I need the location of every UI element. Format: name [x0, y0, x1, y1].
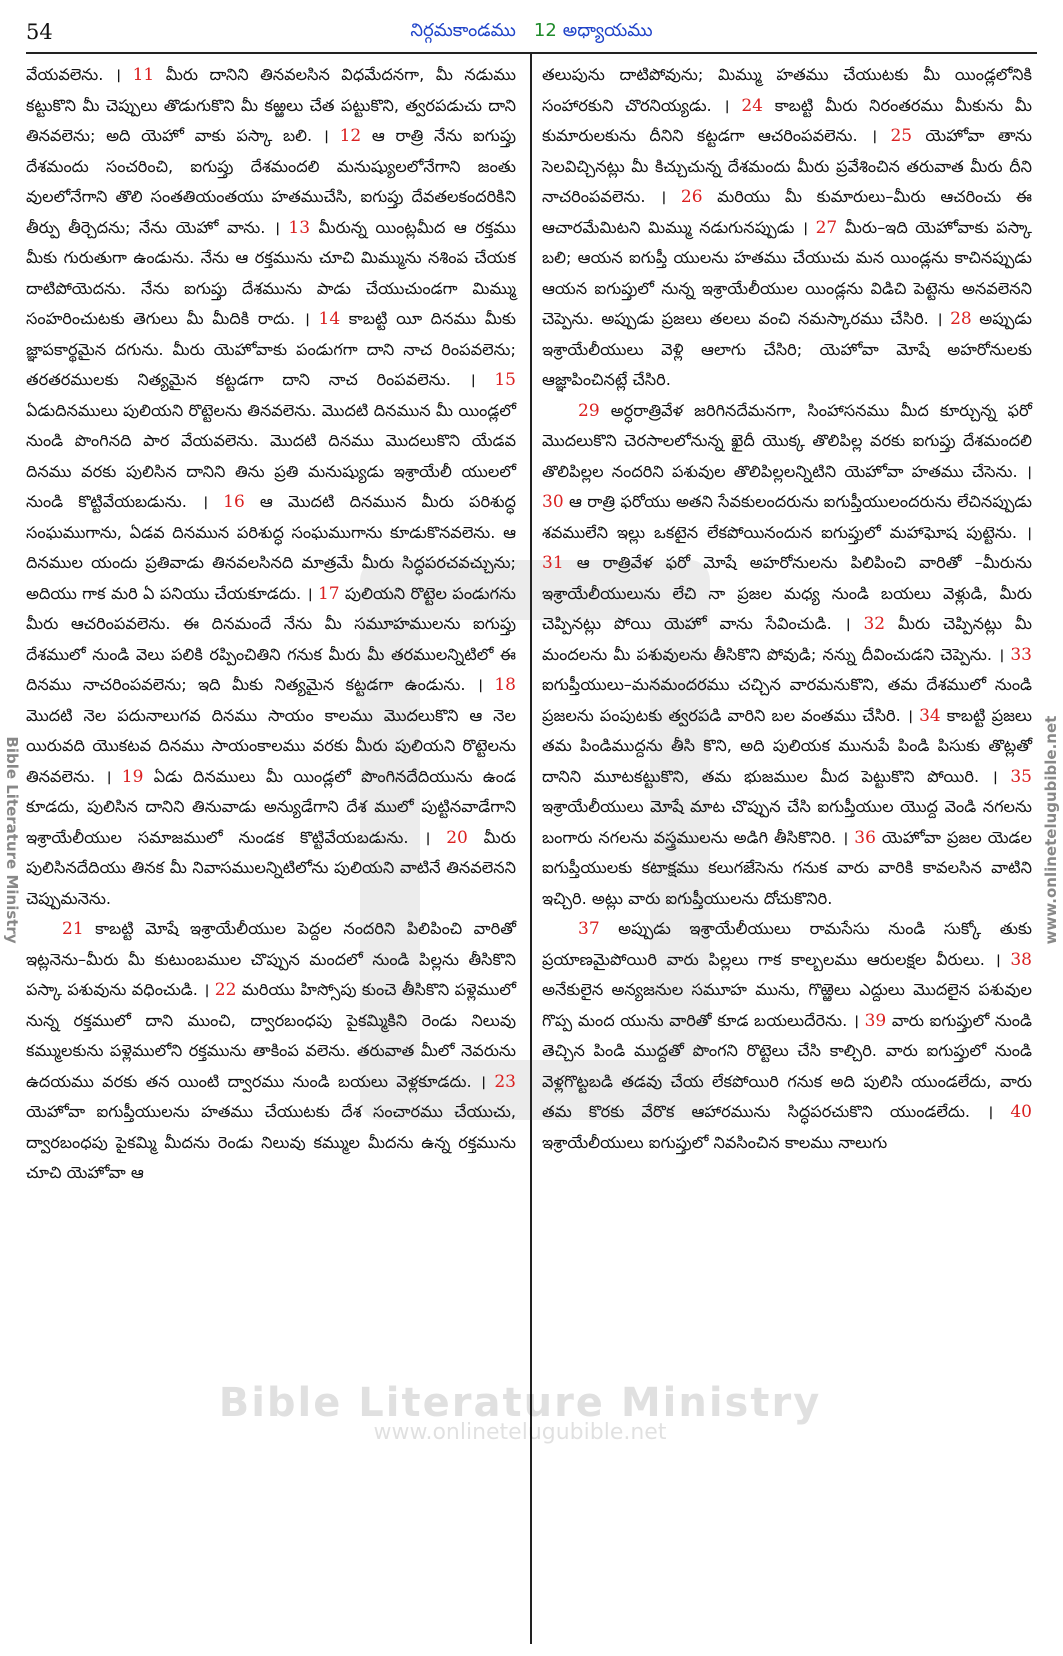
verse-text: కాబట్టి మోషే ఇశ్రాయేలీయుల పెద్దల నందరిని పిలిపించి వారితో ఇట్లనెను–మీరు మీ కుటుంబముల చొప్పున మందలో నుండి పిల్లను తీసికొని పస్కా పశువును వధించుడి. । — [26, 919, 516, 999]
verse-text: ఆ రాత్రి ఫరోయు అతని సేవకులందరును ఐగుప్తీయులందరును లేచినప్పుడు శవములేని ఇల్లు ఒకటైన లేకపోయినందున ఐగుప్తులో మహాఘోష పుట్టెను. । — [542, 492, 1032, 542]
verse-number: 34 — [919, 705, 941, 726]
verse-text: మీరు పులిసినదేదియు తినక మీ నివాసములన్నిటిలోను పులియని వాటినే తినవలెనని చెప్పుమనెను. — [26, 827, 516, 908]
verse-text: మరియు మీ కుమారులు–మీరు ఆచరించు ఈ ఆచారమేమిటని మిమ్ము నడుగునప్పుడు । — [542, 187, 1032, 237]
verse-number: 21 — [62, 919, 84, 939]
verse-text: ఇశ్రాయేలీయులు ఐగుప్తులో నివసించిన కాలము నాలుగు — [542, 1132, 888, 1152]
verse-number: 32 — [863, 614, 886, 634]
page-number: 54 — [26, 20, 53, 44]
side-label-left-text: Bible Literature Ministry — [3, 736, 21, 944]
verse-text: ఆ మొదటి దినమున మీరు పరిశుద్ధ సంఘముగాను, ఏడవ దినమున పరిశుద్ధ సంఘముగాను కూడుకొనవలెను. ఆ దినముల యందు ప్రతివాడు తినవలసినది మాత్రమే మీరు సిద్ధపరచవచ్చును; అదియు గాక మరి ఏ పనియు చేయకూడదు. । — [26, 492, 516, 603]
verse-text: మీరు చెప్పినట్లు మీ మందలను మీ పశువులను తీసికొని పోవుడి; నన్ను దీవించుడని చెప్పెను. । — [542, 614, 1032, 664]
verse-text: మీరు–ఇది యెహోవాకు పస్కా బలి; ఆయన ఐగుప్తీ యులను హతము చేయుచు మన యిండ్లను కాచినప్పుడు ఆయన ఐగుప్తులో నున్న ఇశ్రాయేలీయుల యిండ్లను విడిచి పెట్టెను అనవలెనని చెప్పెను. అప్పుడు ప్రజలు తలలు వంచి నమస్కారము చేసిరి. । — [542, 217, 1032, 328]
verse-number: 23 — [494, 1071, 516, 1092]
verse-text: ఆ రాత్రి నేను ఐగుప్తు దేశమందు సంచరించి, ఐగుప్తు దేశమందలి మనుష్యులలోనేగాని జంతు వులలోనేగాని తొలి సంతతియంతయు హతముచేసి, ఐగుప్తు దేవతలకందరికిని తీర్పు తీర్చెదను; నేను యెహో వాను. । — [26, 126, 516, 237]
verse-number: 36 — [854, 827, 876, 848]
verse-text: అప్పుడు ఇశ్రాయేలీయులు రామసేసు నుండి సుక్కో తుకు ప్రయాణమైపోయిరి వారు పిల్లలు గాక కాల్బలము ఆరులక్షల వీరులు. । — [542, 919, 1032, 969]
chapter-word: అధ్యాయము — [562, 20, 653, 41]
verse-text: మొదటి నెల పదునాలుగవ దినము సాయం కాలము మొదలుకొని ఆ నెల యిరువది యొకటవ దినము సాయంకాలము వరకు మీరు పులియని రొట్టెలను తినవలెను. । — [26, 705, 516, 786]
verse-text: ఐగుప్తీయులు–మనమందరము చచ్చిన వారమనుకొని, తమ దేశములో నుండి ప్రజలను పంపుటకు త్వరపడి వారిని బల వంతము చేసిరి. । — [542, 675, 1032, 725]
verse-text: కాబట్టి యీ దినము మీకు జ్ఞాపకార్థమైన దగును. మీరు యెహోవాకు పండుగగా దాని నాచ రింపవలెను; తరతరములకు నిత్యమైన కట్టడగా దాని నాచ రింపవలెను. । — [26, 309, 516, 389]
verse-text: మీరున్న యింట్లమీద ఆ రక్తము మీకు గురుతుగా ఉండును. నేను ఆ రక్తమును చూచి మిమ్మును నశింప చేయక దాటిపోయెదను. నేను ఐగుప్తు దేశమును పాడు చేయుచుండగా మిమ్ము సంహరించుటకు తెగులు మీ మీదికి రాదు. । — [26, 217, 516, 328]
paragraph — [542, 60, 1032, 396]
paragraph — [26, 914, 516, 1189]
verse-number: 18 — [494, 675, 516, 695]
verse-number: 31 — [542, 553, 564, 573]
verse-text: మరియు హిస్సోపు కుంచె తీసికొని పళ్లెములో నున్న రక్తములో దాని ముంచి, ద్వారబంధపు పైకమ్మికిని రెండు నిలువు కమ్ములకును పళ్లెములోని రక్తమును తాకింప వలెను. తరువాత మీలో నెవరును ఉదయము వరకు తన యింటి ద్వారము నుండి బయలు వెళ్లకూడదు. । — [26, 980, 516, 1091]
verse-number: 24 — [741, 95, 763, 116]
verse-number: 16 — [223, 492, 245, 512]
verse-number: 15 — [494, 370, 516, 390]
verse-text: అర్ధరాత్రివేళ జరిగినదేమనగా, సింహాసనము మీద కూర్చున్న ఫరో మొదలుకొని చెరసాలలోనున్న ఖైదీ యొక్క తొలిపిల్ల వరకు ఐగుప్తు దేశమందలి తొలిపిల్లల నందరిని పశువుల తొలిపిల్లలన్నిటిని యెహోవా హతము చేసెను. । — [542, 400, 1032, 481]
verse-number: 20 — [446, 827, 468, 848]
verse-text: కాబట్టి ప్రజలు తమ పిండిముద్దను తీసి కొని, అది పులియక మునుపే పిండి పిసుకు తొట్లతో దానిని మూటకట్టుకొని, తమ భుజముల మీద పెట్టుకొని పోయిరి. । — [542, 705, 1032, 786]
watermark-text: Bible Literature Ministry — [218, 1380, 822, 1426]
paragraph — [542, 396, 1032, 915]
verse-text: ఏడు దినములు మీ యిండ్లలో పొంగినదేదియును ఉండ కూడదు, పులిసిన దానిని తినువాడు అన్యుడేగాని దేశ ములో పుట్టినవాడేగాని ఇశ్రాయేలీయుల సమాజములో నుండక కొట్టివేయబడును. । — [26, 766, 516, 847]
book-title: నిర్గమకాండము — [410, 20, 516, 41]
verse-number: 35 — [1010, 766, 1032, 787]
verse-number: 38 — [1010, 949, 1032, 970]
paragraph — [26, 60, 516, 914]
verse-number: 37 — [578, 919, 600, 939]
verse-text: ఆ రాత్రివేళ ఫరో మోషే అహరోనులను పిలిపించి వారితో –మీరును ఇశ్రాయేలీయులును లేచి నా ప్రజల మధ్య నుండి బయలు వెళ్లుడి, మీరు చెప్పినట్లు పోయి యెహో వాను సేవించుడి. । — [542, 553, 1032, 633]
verse-text: మీరు దానిని తినవలసిన విధమేదనగా, మీ నడుము కట్టుకొని మీ చెప్పులు తొడుగుకొని మీ కఱ్ఱలు చేత పట్టుకొని, త్వరపడుచు దాని తినవలెను; అది యెహో వాకు పస్కా బలి. । — [26, 65, 517, 145]
verse-number: 28 — [950, 309, 972, 329]
verse-number: 29 — [578, 400, 600, 421]
paragraph — [542, 914, 1032, 1158]
verse-number: 33 — [1010, 644, 1032, 665]
verse-text: యెహోవా ఐగుప్తీయులను హతము చేయుటకు దేశ సంచారము చేయుచు, ద్వారబంధపు పైకమ్మి మీదను రెండు నిలువు కమ్ముల మీదను ఉన్న రక్తమును చూచి యెహోవా ఆ — [26, 1102, 516, 1182]
verse-text: తలుపును దాటిపోవును; మిమ్ము హతము చేయుటకు మీ యిండ్లలోనికి సంహారకుని చొరనియ్యడు. । — [542, 65, 1032, 115]
verse-number: 22 — [214, 980, 237, 1000]
verse-number: 13 — [288, 217, 311, 238]
verse-number: 26 — [680, 187, 703, 207]
verse-text: అప్పుడు ఇశ్రాయేలీయులు వెళ్లి ఆలాగు చేసిరి; యెహోవా మోషే అహరోనులకు ఆజ్ఞాపించినట్లే చేసిరి. — [542, 309, 1032, 389]
verse-number: 17 — [317, 583, 340, 604]
verse-text: యెహోవా తాను సెలవిచ్చినట్లు మీ కిచ్చుచున్న దేశమందు మీరు ప్రవేశించిన తరువాత మీరు దీని నాచరింపవలెను. । — [542, 126, 1032, 206]
chapter-number: 12 — [533, 20, 557, 41]
verse-number: 40 — [1010, 1102, 1032, 1122]
verse-text: యెహోవా ప్రజల యెడల ఐగుప్తీయులకు కటాక్షము కలుగజేసెను గనుక వారు వారికి కావలసిన వాటిని ఇచ్చిరి. అట్లు వారు ఐగుప్తీయులను దోచుకొనిరి. — [542, 827, 1032, 908]
verse-number: 19 — [121, 766, 144, 787]
verse-number: 39 — [864, 1010, 887, 1031]
verse-text: పులియని రొట్టెల పండుగను మీరు ఆచరింపవలెను. ఈ దినమందే నేను మీ సమూహములను ఐగుప్తు దేశములో నుండి వెలు పలికి రప్పించితిని గనుక మీరు మీ తరములన్నిటిలో ఈ దినము నాచరింపవలెను; ఇది మీకు నిత్యమైన కట్టడగా ఉండును. । — [26, 583, 517, 694]
verse-text: ఇశ్రాయేలీయులు మోషే మాట చొప్పున చేసి ఐగుప్తీయుల యొద్ద వెండి నగలను బంగారు నగలను వస్త్రములను అడిగి తీసికొనిరి. । — [542, 797, 1032, 847]
left-column — [26, 60, 516, 1189]
verse-text: కాబట్టి మీరు నిరంతరము మీకును మీ కుమారులకును దీనిని కట్టడగా ఆచరింపవలెను. । — [542, 95, 1032, 145]
verse-number: 27 — [815, 217, 838, 238]
verse-number: 14 — [318, 309, 341, 329]
verse-number: 12 — [339, 126, 362, 146]
side-label-left — [2, 690, 22, 990]
verse-text: అనేకులైన అన్యజనుల సమూహ మును, గొఱ్ఱెలు ఎద్దులు మొదలైన పశువుల గొప్ప మంద యును వారితో కూడ బయలుదేరెను. । — [542, 980, 1032, 1030]
page-header — [0, 0, 1063, 50]
right-column — [542, 60, 1032, 1158]
watermark — [200, 1380, 840, 1445]
side-label-right-text: www.onlinetelugubible.net — [1042, 715, 1060, 945]
verse-text: వారు ఐగుప్తులో నుండి తెచ్చిన పిండి ముద్దతో పొంగని రొట్టెలు చేసి కాల్చిరి. వారు ఐగుప్తులో నుండి వెళ్లగొట్టబడి తడవు చేయ లేకపోయిరి గనుక అది పులిసి యుండలేదు, వారు తమ కొరకు వేరొక ఆహారమును సిద్ధపరచుకొని యుండలేదు. । — [542, 1010, 1032, 1121]
verse-number: 25 — [890, 126, 913, 146]
verse-number: 30 — [542, 492, 564, 512]
verse-text: వేయవలెను. । — [26, 65, 133, 84]
watermark-url: www.onlinetelugubible.net — [373, 1420, 667, 1445]
verse-text: ఏడుదినములు పులియని రొట్టెలను తినవలెను. మొదటి దినమున మీ యిండ్లలో నుండి పొంగినది పార వేయవలెను. మొదటి దినము మొదలుకొని యేడవ దినము వరకు పులిసిన దానిని తిను ప్రతి మనుష్యుడు ఇశ్రాయేలీ యులలో నుండి కొట్టివేయబడును. । — [26, 400, 516, 511]
verse-number: 11 — [132, 65, 155, 85]
running-title — [0, 20, 1063, 45]
side-label-right — [1041, 700, 1061, 960]
